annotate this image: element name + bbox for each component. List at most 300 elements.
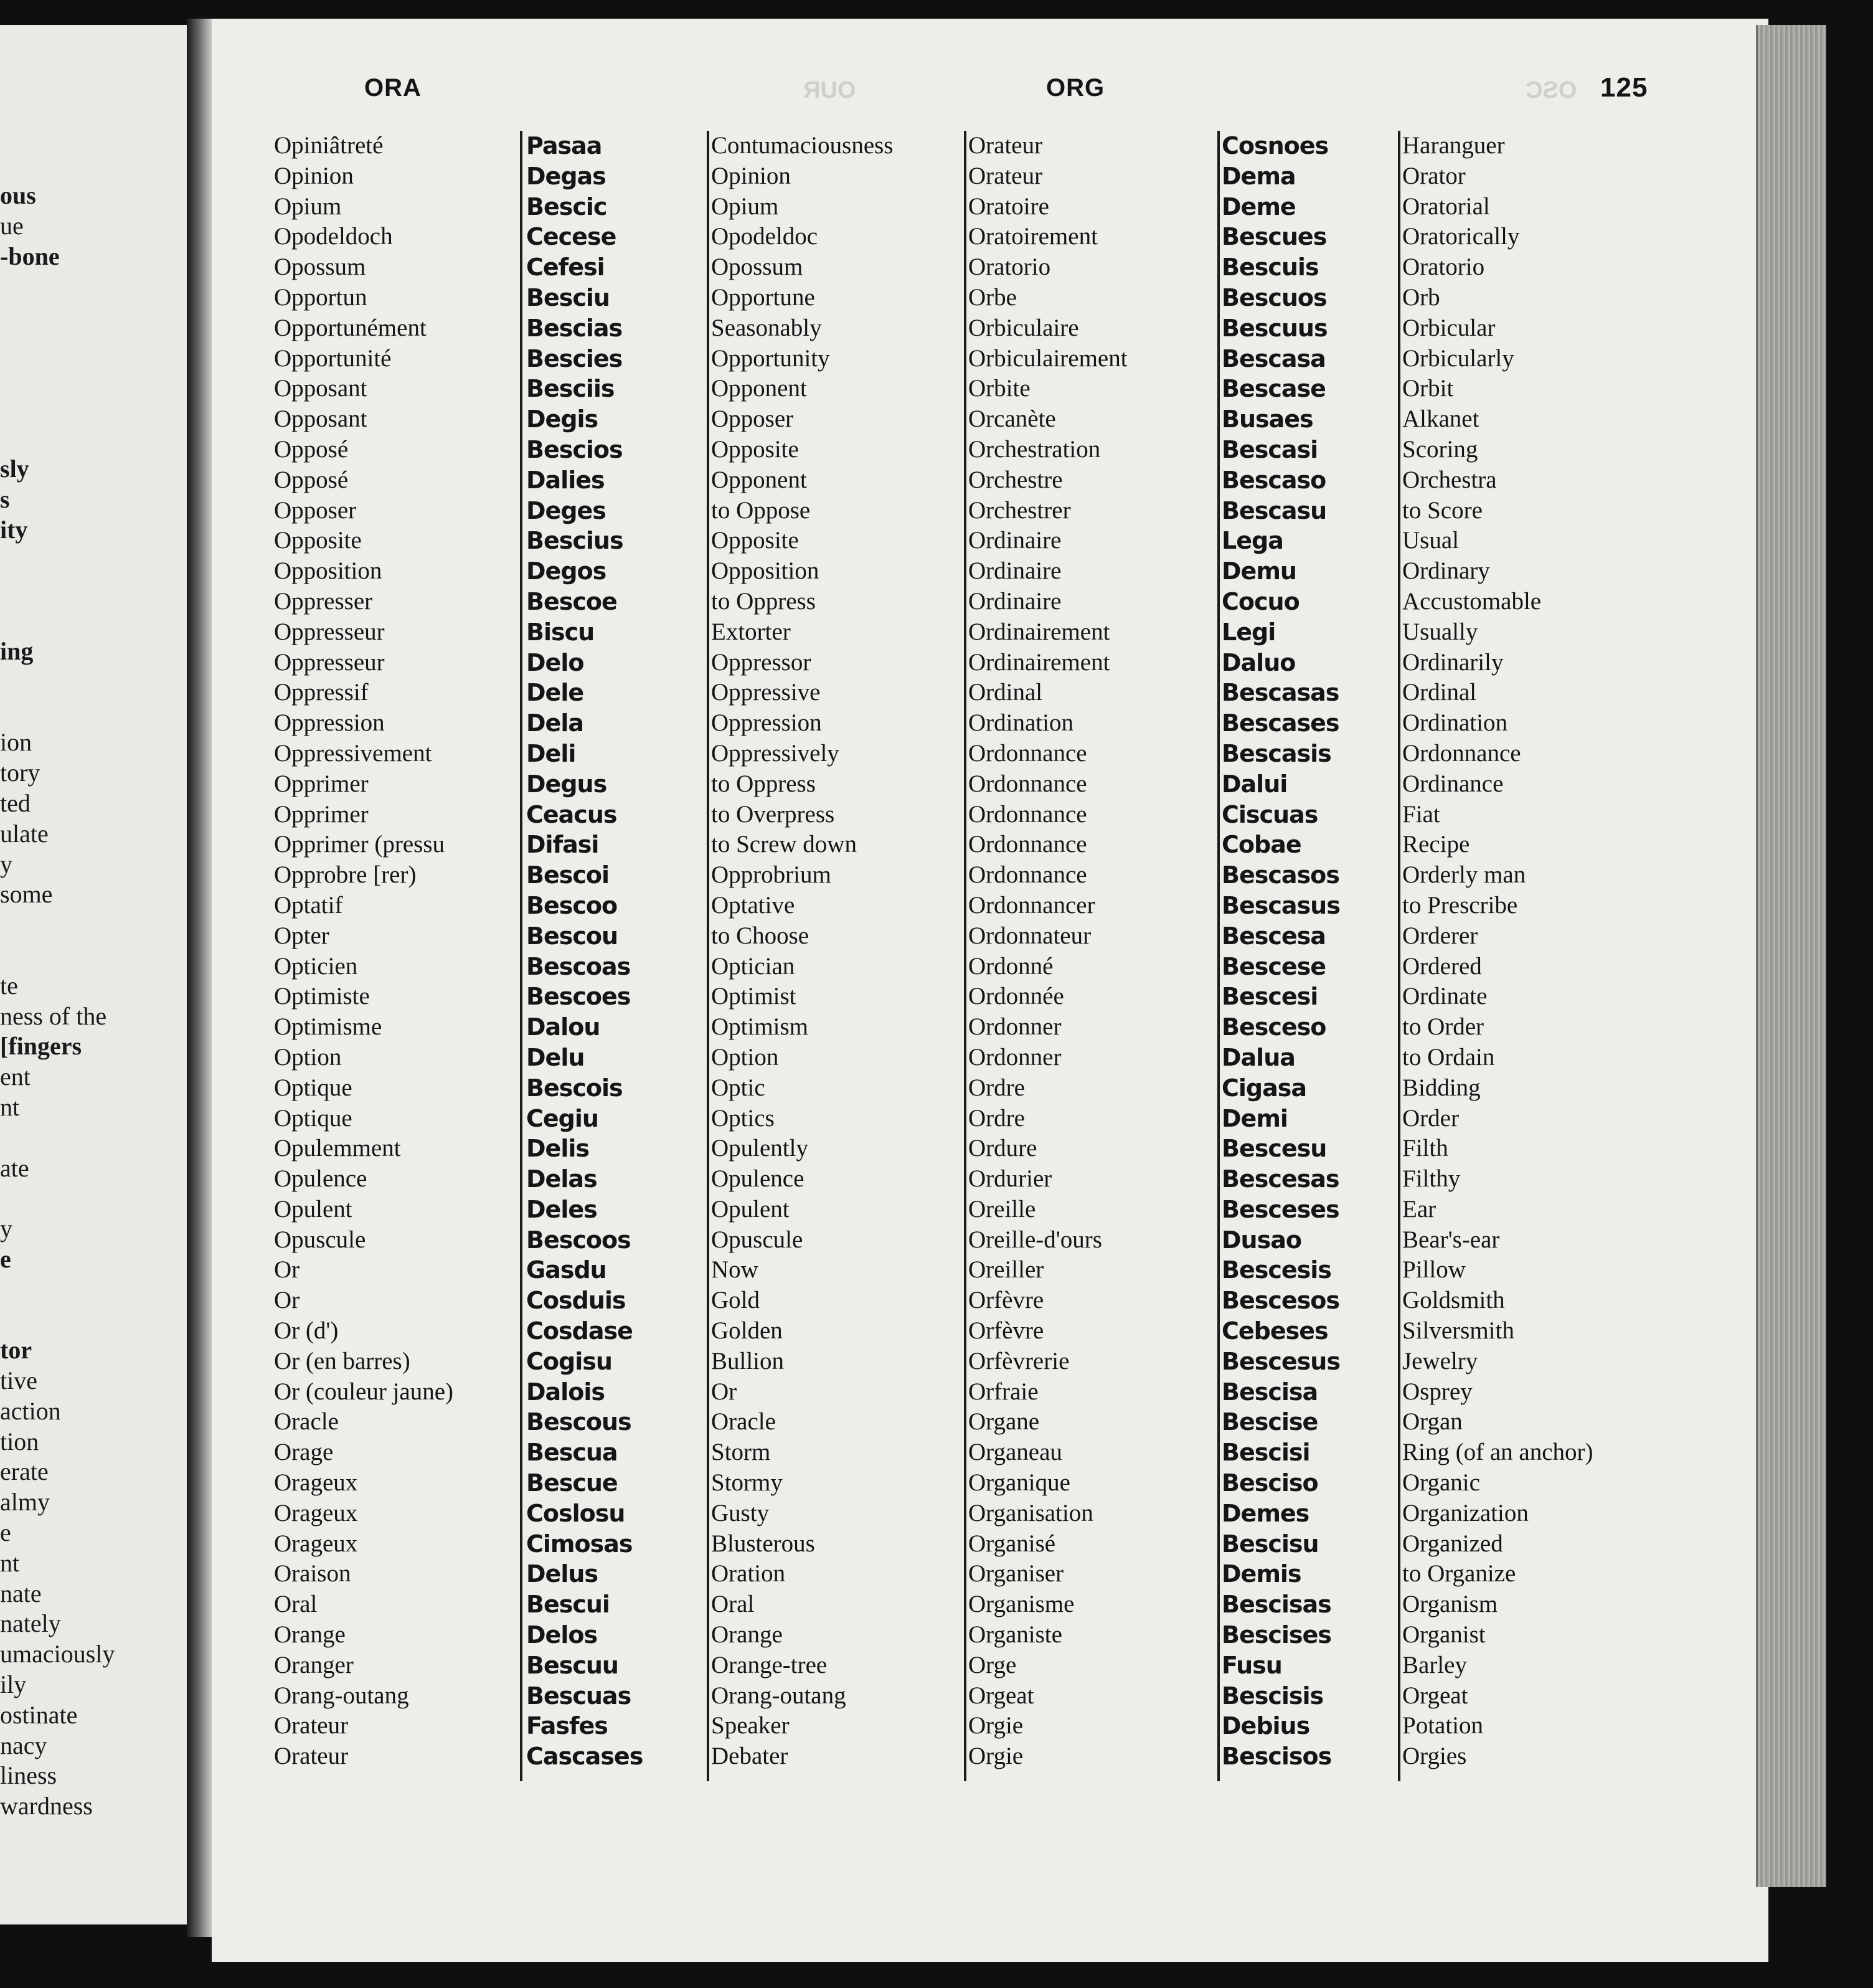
english-meaning: Opportune <box>711 283 815 311</box>
english-meaning: Optician <box>711 952 795 980</box>
left-page-fragment <box>0 1305 187 1335</box>
french-headword: Ordinairement <box>968 648 1110 676</box>
code-word: Fasfes <box>526 1712 608 1740</box>
left-page-fragments <box>0 181 187 1822</box>
code-word: Fusu <box>1222 1651 1282 1679</box>
left-page-fragment <box>0 333 187 363</box>
code-word: Bescesu <box>1222 1135 1327 1163</box>
english-meaning: Barley <box>1402 1651 1467 1678</box>
code-word: Bescisu <box>1222 1530 1319 1558</box>
code-word: Delu <box>526 1043 585 1071</box>
french-headword: Orfèvre <box>968 1287 1044 1314</box>
english-meaning: Orbicularly <box>1402 344 1514 372</box>
english-meaning: Ordinate <box>1402 983 1488 1010</box>
french-headword: Orchestration <box>968 435 1101 463</box>
english-meaning: Oppressive <box>711 679 821 706</box>
english-meaning: Orbicular <box>1402 314 1496 341</box>
left-page-fragment: nately <box>0 1609 61 1638</box>
english-meaning: Oppressor <box>711 648 811 676</box>
code-word: Cigasa <box>1222 1074 1307 1102</box>
left-page-fragment <box>0 424 187 454</box>
left-page-fragment: y <box>0 1214 12 1243</box>
left-page-fragment: -bone <box>0 242 60 270</box>
code-word: Dalies <box>526 466 605 494</box>
left-page-fragment <box>0 394 187 424</box>
left-page-fragment: nate <box>0 1579 42 1607</box>
english-meaning: Organization <box>1402 1499 1529 1527</box>
left-page-fragment: tory <box>0 759 40 787</box>
left-page-fragment: te <box>0 971 18 1000</box>
code-word: Bescisos <box>1222 1743 1332 1771</box>
french-headword: Opposer <box>274 496 357 524</box>
english-meaning: Optics <box>711 1104 775 1132</box>
page-edges <box>1756 25 1826 1887</box>
code-word: Bescisa <box>1222 1378 1318 1406</box>
code-word: Delo <box>526 648 584 676</box>
english-meaning: Seasonably <box>711 314 822 341</box>
left-page-fragment: ted <box>0 788 31 817</box>
english-meaning: Bullion <box>711 1347 785 1375</box>
french-headword: Oranger <box>274 1651 354 1678</box>
code-word: Dela <box>526 709 583 737</box>
english-meaning: Opposite <box>711 435 799 463</box>
french-headword: Ordonnance <box>968 770 1087 797</box>
column-french-left <box>274 131 453 1772</box>
french-headword: Orageux <box>274 1499 358 1527</box>
french-headword: Opter <box>274 922 329 949</box>
english-meaning: Orator <box>1402 162 1466 189</box>
french-headword: Orbe <box>968 283 1017 311</box>
code-word: Bescises <box>1222 1621 1331 1649</box>
french-headword: Orfèvrerie <box>968 1347 1070 1375</box>
code-word: Bescisis <box>1222 1682 1324 1710</box>
left-page-fragment: tive <box>0 1366 37 1395</box>
header-center: ORG <box>1046 74 1105 102</box>
left-page-fragment <box>0 1123 187 1153</box>
english-meaning: Orbit <box>1402 375 1454 402</box>
code-word: Bescase <box>1222 375 1326 403</box>
french-headword: Orchestrer <box>968 496 1071 524</box>
english-meaning: Oral <box>711 1591 755 1618</box>
english-meaning: Oppression <box>711 709 822 737</box>
french-headword: Ordinaire <box>968 587 1062 615</box>
column-code-right <box>1222 131 1340 1772</box>
french-headword: Ordinal <box>968 679 1043 706</box>
code-word: Bescua <box>526 1439 618 1467</box>
english-meaning: Option <box>711 1043 779 1071</box>
english-meaning: Opossum <box>711 253 803 281</box>
header-left: ORA <box>364 74 422 102</box>
left-page-fragment <box>0 1183 187 1214</box>
english-meaning: Golden <box>711 1317 783 1345</box>
code-word: Bescues <box>1222 223 1327 251</box>
english-meaning: Now <box>711 1256 758 1284</box>
code-word: Pasaa <box>526 132 602 159</box>
code-word: Deli <box>526 739 576 767</box>
code-word: Bescaso <box>1222 466 1326 494</box>
left-page-fragment <box>0 363 187 394</box>
code-word: Cecese <box>526 223 616 251</box>
french-headword: Organisme <box>968 1591 1075 1618</box>
french-headword: Organiser <box>968 1560 1064 1588</box>
left-page-fragment <box>0 940 187 971</box>
column-rule <box>707 131 709 1781</box>
left-page-fragment: tor <box>0 1336 32 1365</box>
english-meaning: Opportunity <box>711 344 830 372</box>
left-page-fragment <box>0 1275 187 1305</box>
french-headword: Opium <box>274 192 342 220</box>
code-word: Bescue <box>526 1469 618 1497</box>
french-headword: Ordurier <box>968 1165 1052 1193</box>
left-page-fragment: ily <box>0 1670 27 1699</box>
english-meaning: Speaker <box>711 1712 790 1740</box>
english-meaning: Alkanet <box>1402 405 1479 433</box>
french-headword: Oreille-d'ours <box>968 1226 1102 1253</box>
left-page-fragment: e <box>0 1244 11 1273</box>
french-headword: Oracle <box>274 1408 339 1436</box>
left-page-fragment: sly <box>0 455 29 483</box>
french-headword: Orgie <box>968 1743 1024 1770</box>
french-headword: Optimisme <box>274 1013 382 1041</box>
left-page-fragment: ion <box>0 728 32 757</box>
code-word: Bescise <box>1222 1408 1318 1436</box>
code-word: Deme <box>1222 192 1296 220</box>
french-headword: Organisation <box>968 1499 1093 1527</box>
english-meaning: Opposite <box>711 527 799 554</box>
french-headword: Oratoire <box>968 192 1049 220</box>
french-headword: Opportunité <box>274 344 392 372</box>
code-word: Cebeses <box>1222 1317 1328 1345</box>
english-meaning: Stormy <box>711 1469 783 1497</box>
code-word: Bescuas <box>526 1682 631 1710</box>
code-word: Bescesos <box>1222 1287 1339 1315</box>
page-number: 125 <box>1600 72 1648 103</box>
left-page-fragment: ent <box>0 1063 31 1091</box>
code-word: Dalois <box>526 1378 605 1406</box>
code-word: Cascases <box>526 1743 643 1771</box>
english-meaning: Oratorio <box>1402 253 1485 281</box>
english-meaning: Orang-outang <box>711 1682 846 1709</box>
english-meaning: Orange <box>711 1621 783 1649</box>
french-headword: Option <box>274 1043 342 1071</box>
english-meaning: Ear <box>1402 1195 1437 1223</box>
left-page-fragment: [fingers <box>0 1032 82 1061</box>
code-word: Bescou <box>526 922 618 950</box>
french-headword: Opticien <box>274 952 358 980</box>
english-meaning: Orange-tree <box>711 1651 828 1678</box>
english-meaning: to Oppress <box>711 770 816 797</box>
code-word: Besceso <box>1222 1013 1326 1041</box>
code-word: Bescuis <box>1222 253 1319 282</box>
english-meaning: Debater <box>711 1743 788 1770</box>
french-headword: Opprimer <box>274 800 369 828</box>
french-headword: Opportun <box>274 283 367 311</box>
english-meaning: Opponent <box>711 375 807 402</box>
french-headword: Ordinairement <box>968 618 1110 645</box>
english-meaning: Usual <box>1402 527 1459 554</box>
english-meaning: Opposer <box>711 405 794 433</box>
english-meaning: Scoring <box>1402 435 1478 463</box>
left-page-fragment: y <box>0 850 12 878</box>
french-headword: Orageux <box>274 1530 358 1557</box>
french-headword: Oratorio <box>968 253 1051 281</box>
left-page-fragment: ing <box>0 637 34 665</box>
french-headword: Optatif <box>274 891 343 919</box>
english-meaning: to Screw down <box>711 831 857 858</box>
french-headword: Organe <box>968 1408 1040 1436</box>
french-headword: Orbiculairement <box>968 344 1128 372</box>
code-word: Bescios <box>526 435 623 463</box>
code-word: Bescasa <box>1222 344 1326 372</box>
french-headword: Opposant <box>274 375 367 402</box>
code-word: Dalou <box>526 1013 600 1041</box>
english-meaning: Oppressively <box>711 739 839 767</box>
french-headword: Ordonnancer <box>968 891 1095 919</box>
english-meaning: Opposition <box>711 557 819 585</box>
english-meaning: to Organize <box>1402 1560 1516 1588</box>
left-page-fragment: erate <box>0 1457 49 1486</box>
french-headword: Opulent <box>274 1195 352 1223</box>
french-headword: Opodeldoch <box>274 223 393 250</box>
french-headword: Optique <box>274 1074 352 1101</box>
french-headword: Ordonnance <box>968 800 1087 828</box>
code-word: Bescisas <box>1222 1591 1331 1619</box>
code-word: Bescuus <box>1222 314 1328 342</box>
english-meaning: Orchestra <box>1402 466 1497 493</box>
code-word: Bescui <box>526 1591 610 1619</box>
french-headword: Oppresser <box>274 587 373 615</box>
ghost-header-right: OSC <box>1526 77 1577 103</box>
code-word: Bescois <box>526 1074 623 1102</box>
left-page-fragment <box>0 606 187 637</box>
code-word: Difasi <box>526 831 599 859</box>
code-word: Lega <box>1222 527 1283 555</box>
code-word: Degos <box>526 557 606 585</box>
code-word: Cosnoes <box>1222 132 1329 159</box>
french-headword: Orfraie <box>968 1378 1039 1405</box>
french-headword: Opinion <box>274 162 354 189</box>
french-headword: Ordinaire <box>968 557 1062 585</box>
french-headword: Opposition <box>274 557 382 585</box>
code-word: Bescasos <box>1222 861 1339 889</box>
french-headword: Opposite <box>274 527 362 554</box>
french-headword: Or <box>274 1256 300 1284</box>
english-meaning: Ordered <box>1402 952 1482 980</box>
french-headword: Oreiller <box>968 1256 1044 1284</box>
english-meaning: Fiat <box>1402 800 1440 828</box>
english-meaning: Or <box>711 1378 737 1405</box>
left-page <box>0 25 187 1924</box>
code-word: Cefesi <box>526 253 605 282</box>
left-page-fragment <box>0 272 187 302</box>
english-meaning: Orgeat <box>1402 1682 1468 1709</box>
french-headword: Organiste <box>968 1621 1062 1649</box>
french-headword: Ordonner <box>968 1013 1062 1041</box>
code-word: Bescias <box>526 314 623 342</box>
english-meaning: Orb <box>1402 283 1440 311</box>
english-meaning: Gold <box>711 1287 760 1314</box>
english-meaning: Ordinarily <box>1402 648 1504 676</box>
french-headword: Organeau <box>968 1439 1062 1466</box>
english-meaning: Opinion <box>711 162 791 189</box>
code-word: Cogisu <box>526 1347 612 1375</box>
left-page-fragment: ostinate <box>0 1700 78 1729</box>
code-word: Besciis <box>526 375 615 403</box>
left-page-fragment: umaciously <box>0 1640 115 1669</box>
french-headword: Orbite <box>968 375 1031 402</box>
code-word: Bescoe <box>526 587 617 615</box>
code-word: Dele <box>526 679 584 707</box>
english-meaning: Usually <box>1402 618 1478 645</box>
code-word: Dalui <box>1222 770 1288 798</box>
column-french-right <box>968 131 1128 1772</box>
english-meaning: Opprobrium <box>711 861 831 889</box>
code-word: Busaes <box>1222 405 1313 433</box>
left-page-fragment: ulate <box>0 819 49 848</box>
english-meaning: Organist <box>1402 1621 1486 1649</box>
english-meaning: Optic <box>711 1074 765 1101</box>
french-headword: Ordonnance <box>968 831 1087 858</box>
code-word: Cobae <box>1222 831 1301 859</box>
code-word: Deles <box>526 1195 597 1223</box>
left-page-fragment: nacy <box>0 1731 47 1759</box>
code-word: Degis <box>526 405 598 433</box>
english-meaning: Gusty <box>711 1499 770 1527</box>
left-page-fragment <box>0 575 187 606</box>
code-word: Bescius <box>526 527 623 555</box>
code-word: Bescuos <box>1222 283 1327 311</box>
english-meaning: Ordinary <box>1402 557 1490 585</box>
left-page-fragment: wardness <box>0 1792 93 1820</box>
code-word: Besciu <box>526 283 610 311</box>
left-page-fragment <box>0 910 187 940</box>
english-meaning: Ordination <box>1402 709 1507 737</box>
code-word: Delos <box>526 1621 598 1649</box>
left-page-fragment: ous <box>0 181 36 209</box>
left-page-fragment <box>0 302 187 333</box>
column-english-left <box>711 131 893 1772</box>
english-meaning: Organ <box>1402 1408 1463 1436</box>
french-headword: Ordre <box>968 1104 1025 1132</box>
left-page-fragment: ate <box>0 1153 29 1182</box>
french-headword: Oratoirement <box>968 223 1098 250</box>
english-meaning: to Score <box>1402 496 1483 524</box>
french-headword: Opulemment <box>274 1135 401 1162</box>
code-word: Bescesus <box>1222 1347 1340 1375</box>
left-page-fragment <box>0 698 187 728</box>
french-headword: Ordonné <box>968 952 1054 980</box>
french-headword: Opuscule <box>274 1226 366 1253</box>
code-word: Bescic <box>526 192 607 220</box>
left-page-fragment: almy <box>0 1488 50 1517</box>
english-meaning: Bidding <box>1402 1074 1481 1101</box>
french-headword: Or (d') <box>274 1317 339 1345</box>
left-page-fragment: nt <box>0 1092 20 1121</box>
french-headword: Orateur <box>968 162 1043 189</box>
french-headword: Orageux <box>274 1469 358 1497</box>
french-headword: Oppresseur <box>274 648 385 676</box>
french-headword: Orang-outang <box>274 1682 409 1709</box>
left-page-fragment: e <box>0 1518 11 1547</box>
code-word: Gasdu <box>526 1256 606 1284</box>
english-meaning: Opulently <box>711 1135 808 1162</box>
french-headword: Or <box>274 1287 300 1314</box>
english-meaning: Organism <box>1402 1591 1498 1618</box>
french-headword: Orbiculaire <box>968 314 1079 341</box>
french-headword: Oppressif <box>274 679 369 706</box>
left-page-fragment: ity <box>0 515 28 544</box>
code-word: Bescases <box>1222 709 1339 737</box>
code-word: Biscu <box>526 618 595 646</box>
code-word: Bescasus <box>1222 891 1340 919</box>
french-headword: Opposé <box>274 466 349 493</box>
english-meaning: Oratorically <box>1402 223 1520 250</box>
english-meaning: Ring (of an anchor) <box>1402 1439 1593 1466</box>
code-word: Bescous <box>526 1408 631 1436</box>
code-word: Bescoos <box>526 1226 631 1254</box>
english-meaning: Optative <box>711 891 795 919</box>
english-meaning: Orderly man <box>1402 861 1526 889</box>
left-page-fragment <box>0 546 187 576</box>
code-word: Degas <box>526 162 606 190</box>
french-headword: Ordinaire <box>968 527 1062 554</box>
english-meaning: Pillow <box>1402 1256 1466 1284</box>
english-meaning: Opium <box>711 192 779 220</box>
english-meaning: Ordinance <box>1402 770 1504 797</box>
english-meaning: Opodeldoc <box>711 223 818 250</box>
french-headword: Orateur <box>968 132 1043 159</box>
french-headword: Opossum <box>274 253 366 281</box>
english-meaning: Optimism <box>711 1013 809 1041</box>
french-headword: Orgie <box>968 1712 1024 1740</box>
french-headword: Oraison <box>274 1560 351 1588</box>
english-meaning: Oratorial <box>1402 192 1490 220</box>
french-headword: Opprimer <box>274 770 369 797</box>
left-page-fragment: action <box>0 1396 61 1425</box>
french-headword: Orgeat <box>968 1682 1034 1709</box>
ghost-header-left: OUR <box>803 77 856 103</box>
french-headword: Or (couleur jaune) <box>274 1378 454 1405</box>
english-meaning: Potation <box>1402 1712 1484 1740</box>
french-headword: Ordonnance <box>968 739 1087 767</box>
left-page-fragment: s <box>0 485 10 513</box>
left-page-fragment: nt <box>0 1548 20 1577</box>
code-word: Demi <box>1222 1104 1288 1132</box>
code-word: Debius <box>1222 1712 1310 1740</box>
english-meaning: Goldsmith <box>1402 1287 1505 1314</box>
french-headword: Orage <box>274 1439 334 1466</box>
french-headword: Organisé <box>968 1530 1056 1557</box>
code-word: Delis <box>526 1135 589 1163</box>
code-word: Bescesi <box>1222 983 1318 1011</box>
french-headword: Opportunément <box>274 314 427 341</box>
code-word: Bescesa <box>1222 922 1326 950</box>
code-word: Demu <box>1222 557 1296 585</box>
english-meaning: Accustomable <box>1402 587 1542 615</box>
code-word: Demis <box>1222 1560 1301 1588</box>
code-word: Dema <box>1222 162 1296 190</box>
english-meaning: to Oppose <box>711 496 811 524</box>
french-headword: Or (en barres) <box>274 1347 410 1375</box>
french-headword: Optimiste <box>274 983 370 1010</box>
english-meaning: to Prescribe <box>1402 891 1518 919</box>
code-word: Bescasi <box>1222 435 1318 463</box>
left-page-fragment: some <box>0 880 53 909</box>
column-rule <box>520 131 522 1781</box>
code-word: Coslosu <box>526 1499 625 1527</box>
code-word: Besceses <box>1222 1195 1339 1223</box>
french-headword: Orateur <box>274 1712 349 1740</box>
